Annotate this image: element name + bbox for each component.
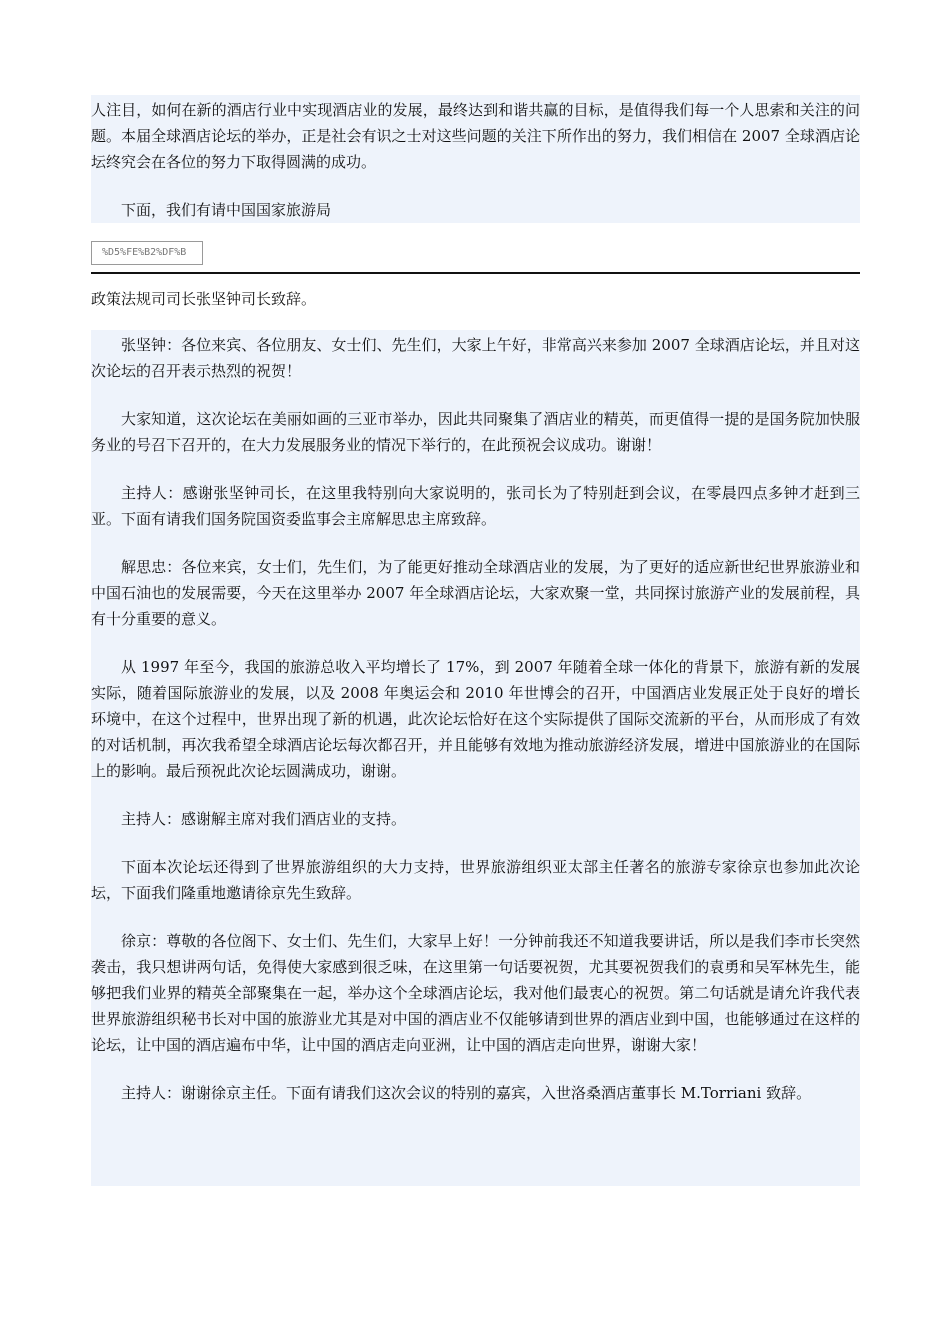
text-block xyxy=(91,95,860,223)
paragraph: 主持人：谢谢徐京主任。下面有请我们这次会议的特别的嘉宾，入世洛桑酒店董事长 M.Torriani 致辞。 xyxy=(121,1084,812,1102)
paragraph: 徐京：尊敬的各位阁下、女士们、先生们，大家早上好！一分钟前我还不知道我要讲话，所以是我们李市长突然袭击，我只想讲两句话，免得使大家感到很乏味，在这里第一句话要祝贺，尤其要祝贺我们的袁勇和吴军林先生，能够把我们业界的精英全部聚集在一起，举办这个全球酒店论坛，我对他们最衷心的祝贺。第二句话就是请允许我代表世界旅游组织秘书长对中国的旅游业尤其是对中国的酒店业不仅能够请到世界的酒店业到中国，也能够通过在这样的论坛，让中国的酒店遍布中华，让中国的酒店走向亚洲，让中国的酒店走向世界，谢谢大家！ xyxy=(91,932,860,1054)
paragraph: 主持人：感谢解主席对我们酒店业的支持。 xyxy=(121,810,407,828)
broken-image-placeholder xyxy=(91,241,203,265)
paragraph: 主持人：感谢张坚钟司长，在这里我特别向大家说明的，张司长为了特别赶到会议，在零晨四点多钟才赶到三亚。下面有请我们国务院国资委监事会主席解思忠主席致辞。 xyxy=(91,484,860,528)
paragraph: 张坚钟：各位来宾、各位朋友、女士们、先生们，大家上午好，非常高兴来参加 2007 全球酒店论坛，并且对这次论坛的召开表示热烈的祝贺！ xyxy=(91,336,860,380)
paragraph: 人注目，如何在新的酒店行业中实现酒店业的发展，最终达到和谐共赢的目标，是值得我们每一个人思索和关注的问题。本届全球酒店论坛的举办，正是社会有识之士对这些问题的关注下所作出的努力，我们相信在 2007 全球酒店论坛终究会在各位的努力下取得圆满的成功。 xyxy=(91,101,860,171)
image-alt-text: %D5%FE%B2%DF%B xyxy=(102,247,187,258)
paragraph: 大家知道，这次论坛在美丽如画的三亚市举办，因此共同聚集了酒店业的精英，而更值得一提的是国务院加快服务业的号召下召开的，在大力发展服务业的情况下举行的，在此预祝会议成功。谢谢！ xyxy=(91,410,860,454)
paragraph: 从 1997 年至今，我国的旅游总收入平均增长了 17%，到 2007 年随着全球一体化的背景下，旅游有新的发展实际，随着国际旅游业的发展，以及 2008 年奥运会和 2010 年世博会的召开，中国酒店业发展正处于良好的增长环境中，在这个过程中，世界出现了新的机遇，此次论坛恰好在这个实际提供了国际交流新的平台，从而形成了有效的对话机制，再次我希望全球酒店论坛每次都召开，并且能够有效地为推动旅游经济发展，增进中国旅游业的在国际上的影响。最后预祝此次论坛圆满成功，谢谢。 xyxy=(91,658,860,780)
paragraph: 政策法规司司长张坚钟司长致辞。 xyxy=(91,290,317,308)
paragraph: 下面，我们有请中国国家旅游局 xyxy=(121,201,332,219)
paragraph: 解思忠：各位来宾，女士们，先生们，为了能更好推动全球酒店业的发展，为了更好的适应新世纪世界旅游业和中国石油也的发展需要，今天在这里举办 2007 年全球酒店论坛，大家欢聚一堂，共同探讨旅游产业的发展前程，具有十分重要的意义。 xyxy=(91,558,860,628)
text-block xyxy=(91,330,860,1186)
paragraph: 下面本次论坛还得到了世界旅游组织的大力支持，世界旅游组织亚太部主任著名的旅游专家徐京也参加此次论坛，下面我们隆重地邀请徐京先生致辞。 xyxy=(91,858,860,902)
horizontal-rule xyxy=(91,272,860,274)
